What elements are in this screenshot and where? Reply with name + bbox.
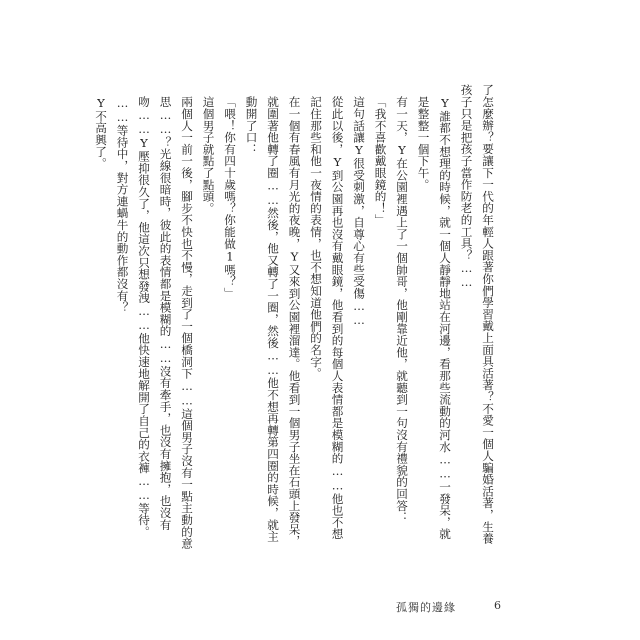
paragraph-8: 「喂！你有四十歲嗎？你能做1嗎？」: [223, 96, 237, 299]
paragraph-4: 「我不喜歡戴眼鏡的！」: [373, 96, 388, 226]
paragraph-2: Y誰都不想理的時候，就一個人靜靜地站在河邊，看那些流動的河水……一發呆，就是整整一個下午。: [416, 96, 452, 540]
paragraph-10: 兩個人一前一後，腳步不快也不慢，走到了一個橋洞下……這個男子沒有一點主動的意思……？光線很暗時，彼此的表情都是模糊的……沒有牽手，也沒有擁抱，也沒有吻……Y壓抑很久了，他這次只想發洩……他快速地解開了自己的衣褲……等待。: [137, 96, 194, 550]
vertical-text-body: [90, 84, 499, 550]
page-footer: [396, 599, 501, 615]
page-number: 6: [494, 599, 501, 612]
paragraph-12: Y不高興了。: [94, 96, 108, 170]
paragraph-6: 從此以後，Y到公園再也沒有戴眼鏡，他看到的每個人表情都是模糊的……他也不想記住那些和他一夜情的表情，也不想知道他們的名字。: [309, 96, 345, 540]
paragraph-9: 這個男子就點了點頭。: [201, 96, 216, 214]
paragraph-3: 有一天，Y在公園裡遇上了一個帥哥，他剛靠近他，就聽到一句沒有禮貌的回答：: [395, 96, 409, 524]
paragraph-1: 了怎麼辦？要讓下一代的年輕人跟著你們學習戴上面具活著？不愛一個人騙婚活著，生養孩子只是把孩子當作防老的工具？……: [459, 84, 495, 545]
book-title: 孤獨的邊緣: [396, 601, 456, 614]
paragraph-5: 這句話讓Y很受刺激，自尊心有些受傷……: [352, 96, 366, 328]
paragraph-7: 在一個有春風有月光的夜晚，Y又來到公園裡溜達。他看到一個男子坐在石頭上發呆，就圍著他轉了圈……然後，他又轉了一圈，然後……他不想再轉第四圈的時候，就主動開了口：: [244, 96, 302, 547]
paragraph-11: ……等待中，對方連蝸牛的動作都沒有？: [115, 96, 130, 314]
